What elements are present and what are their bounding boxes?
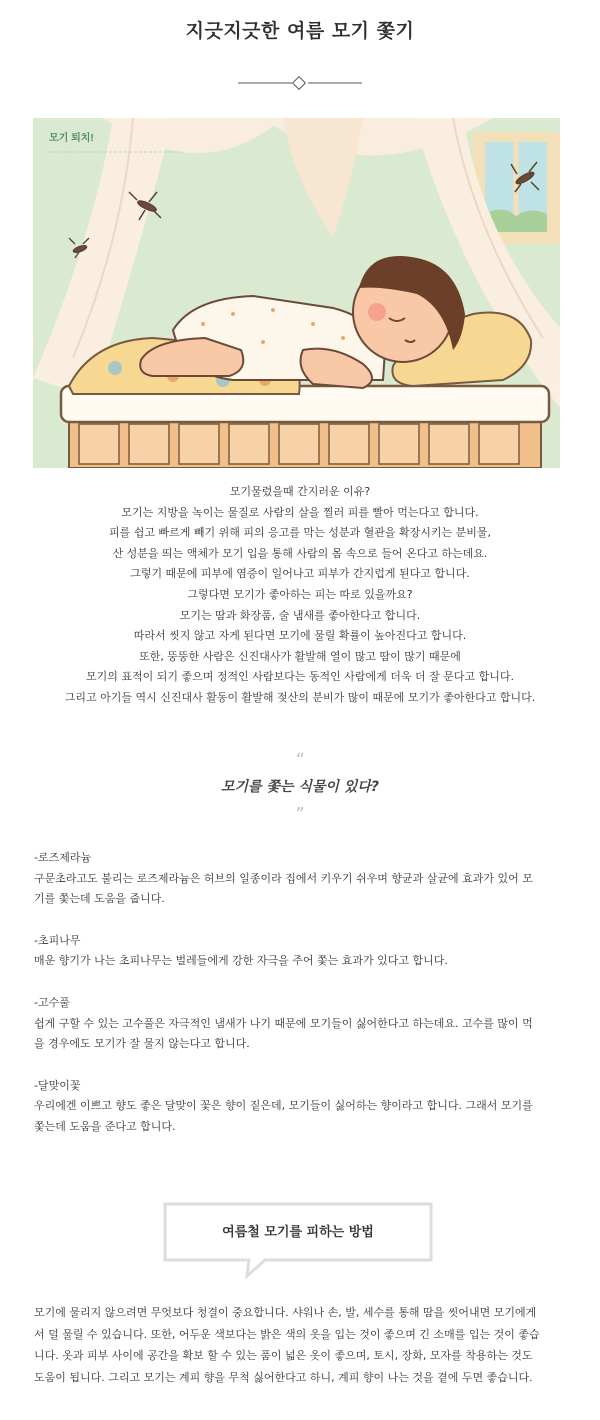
page-title: 지긋지긋한 여름 모기 쫓기 [185,20,415,42]
plant-description: 쫓는데 도움을 준다고 합니다. [34,1119,176,1133]
outro-line: 모기에 물리지 않으려면 무엇보다 청결이 중요합니다. 샤워나 손, 발, 세수를 통해 땀을 씻어내면 모기에게 [34,1306,537,1319]
intro-line: 산 성분을 띄는 액체가 모기 입을 통해 사람의 몸 속으로 들어 온다고 하는데요. [112,546,488,560]
intro-line: 모기물렸을때 간지러운 이유? [229,485,371,498]
plant-name: -로즈제라늄 [34,851,92,864]
intro-line: 따라서 씻지 않고 자게 된다면 모기에 물릴 확률이 높아진다고 합니다. [133,629,467,643]
hero-illustration [33,118,560,468]
bed [61,386,549,468]
intro-line: 모기는 지방을 녹이는 물질로 사람의 살을 찔러 피를 빨아 먹는다고 합니다. [121,505,479,519]
plant-name: -고수풀 [34,995,70,1009]
close-quote-icon: ” [295,804,305,825]
intro-text [20,482,580,709]
intro-line: 그렇다면 모기가 좋아하는 피는 따로 있을까요? [187,587,413,601]
outro-text [34,1302,564,1388]
plant-item [34,993,564,1055]
open-quote-icon: “ [295,750,305,771]
intro-line: 그리고 아기들 역시 신진대사 활동이 활발해 젖산의 분비가 많이 때문에 모기가 좋아한다고 합니다. [64,690,536,704]
outro-line: 서 덜 물릴 수 있습니다. 또한, 어두운 색보다는 밝은 색의 옷을 입는 것이 좋으며 긴 소매를 입는 것이 좋습 [34,1327,540,1341]
plant-item [34,848,564,910]
intro-line: 그렇기 때문에 피부에 염증이 일어나고 피부가 간지럽게 된다고 합니다. [130,567,470,581]
quote-heading: 모기를 쫓는 식물이 있다? [221,779,379,795]
plant-name: -달맞이꽃 [34,1078,81,1092]
hero-badge-text: 모기 퇴치! [49,133,94,144]
plant-description: 매운 향기가 나는 초피나무는 벌레들에게 강한 자극을 주어 쫓는 효과가 있다고 합니다. [34,954,448,968]
intro-line: 모기는 땀과 화장품, 술 냄새를 좋아한다고 합니다. [179,608,421,622]
callout-heading: 여름철 모기를 피하는 방법 [222,1225,374,1240]
plant-list [34,848,564,1159]
title-divider [238,76,362,90]
intro-line: 또한, 뚱뚱한 사람은 신진대사가 활발해 열이 많고 땀이 많기 때문에 [139,649,461,663]
speech-bubble-box [161,1200,435,1280]
plant-description: 을 경우에도 모기가 잘 물지 않는다고 합니다. [34,1037,250,1051]
outro-line: 니다. 옷과 피부 사이에 공간을 확보 할 수 있는 품이 넓은 옷이 좋으며, 토시, 장화, 모자를 착용하는 것도 [34,1349,533,1363]
plant-description: 구문초라고도 불리는 로즈제라늄은 허브의 일종이라 집에서 키우기 쉬우며 향균과 살균에 효과가 있어 모 [34,871,533,885]
plant-description: 기를 쫓는데 도움을 줍니다. [34,892,165,906]
plant-name: -초피나무 [34,933,81,947]
outro-line: 도움이 됩니다. 그리고 모기는 계피 향을 무척 싫어한다고 하니, 계피 향이 나는 것을 곁에 두면 좋습니다. [34,1370,533,1384]
plant-item [34,1076,564,1138]
plant-description: 우리에겐 이쁘고 향도 좋은 달맞이 꽃은 향이 짙은데, 모기들이 싫어하는 향이라고 합니다. 그래서 모기를 [34,1099,533,1113]
intro-line: 모기의 표적이 되기 좋으며 정적인 사람보다는 동적인 사람에게 더욱 더 잘 문다고 합니다. [86,670,514,684]
plant-item [34,931,564,972]
plant-description: 쉽게 구할 수 있는 고수풀은 자극적인 냄새가 나기 때문에 모기들이 싫어한다고 하는데요. 고수를 많이 먹 [34,1016,533,1030]
intro-line: 피를 쉽고 빠르게 빼기 위해 피의 응고를 막는 성분과 혈관을 확장시키는 분비물, [109,526,491,540]
